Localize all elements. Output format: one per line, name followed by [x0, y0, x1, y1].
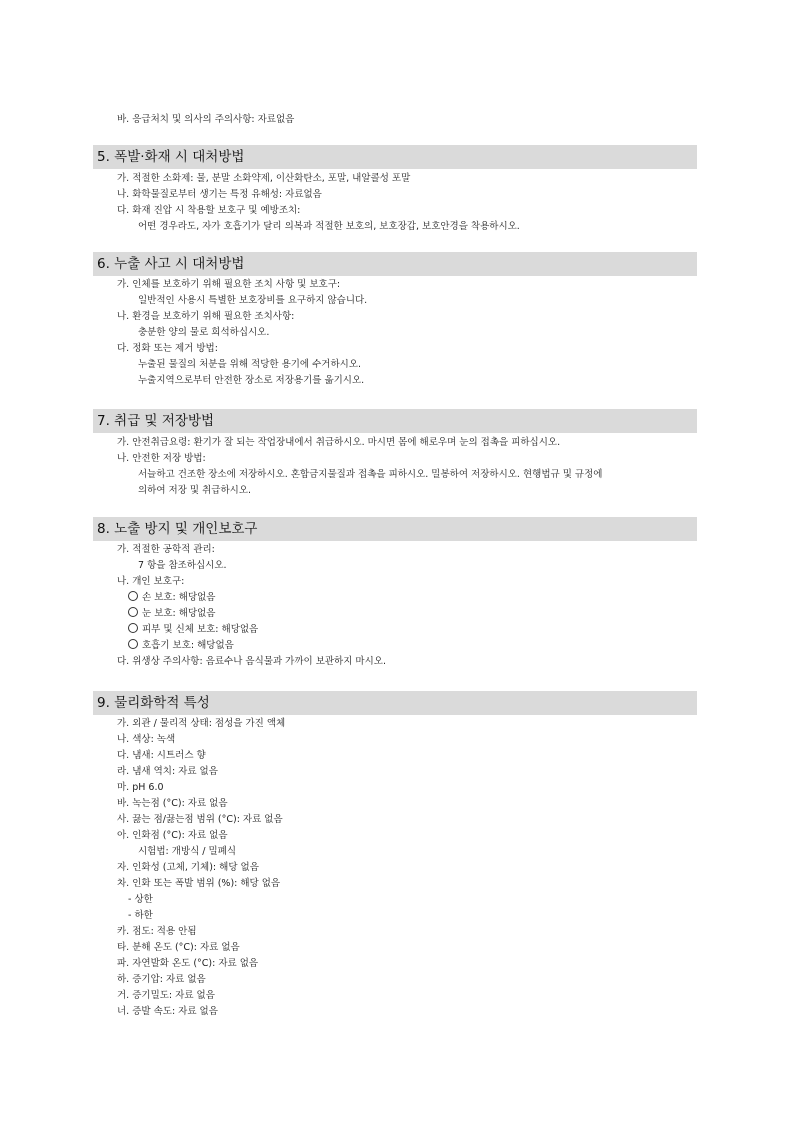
section-7-title: 7. 취급 및 저장방법 [97, 413, 215, 429]
section-7-line: 서늘하고 건조한 장소에 저장하시오. 혼합금지물질과 접촉을 피하시오. 밀봉하여 저장하시오. 현행법규 및 규정에 [138, 469, 603, 480]
section-9-line: 시험법: 개방식 / 밀폐식 [138, 846, 237, 857]
section-9-line: 아. 인화점 (°C): 자료 없음 [117, 830, 228, 841]
section-9-line: 타. 분해 온도 (°C): 자료 없음 [117, 942, 240, 953]
section-7-line: 나. 안전한 저장 방법: [117, 453, 206, 464]
section-9-line: - 하한 [128, 910, 153, 921]
section-9-line: 거. 증기밀도: 자료 없음 [117, 990, 215, 1001]
section-8-title: 8. 노출 방지 및 개인보호구 [97, 521, 258, 537]
section-5-line: 가. 적절한 소화제: 물, 분말 소화약제, 이산화탄소, 포말, 내알콜성 포말 [117, 173, 411, 184]
section-9-line: - 상한 [128, 894, 153, 905]
section-9-line: 차. 인화 또는 폭발 범위 (%): 해당 없음 [117, 878, 281, 889]
section-9-line: 카. 점도: 적용 안됨 [117, 926, 197, 937]
section-9-line: 사. 끓는 점/끓는점 범위 (°C): 자료 없음 [117, 814, 283, 825]
circle-bullet-icon [128, 623, 138, 633]
section-8-line: 나. 개인 보호구: [117, 576, 185, 587]
section-8-bullet-text: 피부 및 신체 보호: 해당없음 [142, 624, 259, 635]
section-9-line: 나. 색상: 녹색 [117, 734, 176, 745]
section-5-line: 다. 화재 진압 시 착용할 보호구 및 예방조치: [117, 205, 301, 216]
section-9-line: 자. 인화성 (고체, 기체): 해당 없음 [117, 862, 259, 873]
section-7-line: 의하여 저장 및 취급하시오. [138, 485, 252, 496]
section-8-line: 다. 위생상 주의사항: 음료수나 음식물과 가까이 보관하지 마시오. [117, 656, 386, 667]
section-9-line: 가. 외관 / 물리적 상태: 점성을 가진 액체 [117, 718, 286, 729]
section-9-title: 9. 물리화학적 특성 [97, 695, 210, 711]
section-8-line: 7 항을 참조하십시오. [138, 560, 227, 571]
section-8-bullet-item [128, 623, 258, 637]
section-8-bullet-text: 눈 보호: 해당없음 [142, 608, 216, 619]
section-8-bullet-item [128, 607, 215, 621]
section-6-header [93, 252, 697, 276]
section-5-title: 5. 폭발·화재 시 대처방법 [97, 149, 245, 165]
circle-bullet-icon [128, 591, 138, 601]
section-5-line: 어떤 경우라도, 자가 호흡기가 달리 의복과 적절한 보호의, 보호장갑, 보호안경을 착용하시오. [138, 221, 520, 232]
first-aid-physician-note: 바. 응급처치 및 의사의 주의사항: 자료없음 [117, 114, 295, 125]
section-7-line: 가. 안전취급요령: 환기가 잘 되는 작업장내에서 취급하시오. 마시면 몸에 해로우며 눈의 접촉을 피하십시오. [117, 437, 561, 448]
section-8-bullet-text: 호흡기 보호: 해당없음 [142, 640, 234, 651]
section-6-title: 6. 누출 사고 시 대처방법 [97, 256, 245, 272]
section-9-line: 바. 녹는점 (°C): 자료 없음 [117, 798, 228, 809]
section-6-line: 누출된 물질의 처분을 위해 적당한 용기에 수거하시오. [138, 359, 362, 370]
section-8-bullet-item [128, 639, 234, 653]
section-9-header [93, 691, 697, 715]
section-9-line: 파. 자연발화 온도 (°C): 자료 없음 [117, 958, 259, 969]
section-5-line: 나. 화학물질로부터 생기는 특정 유해성: 자료없음 [117, 189, 322, 200]
section-5-header [93, 145, 697, 169]
section-6-line: 일반적인 사용시 특별한 보호장비를 요구하지 않습니다. [138, 295, 368, 306]
section-6-line: 나. 환경을 보호하기 위해 필요한 조치사항: [117, 311, 295, 322]
section-8-line: 가. 적절한 공학적 관리: [117, 544, 215, 555]
section-8-bullet-text: 손 보호: 해당없음 [142, 592, 216, 603]
section-6-line: 가. 인체를 보호하기 위해 필요한 조치 사항 및 보호구: [117, 279, 341, 290]
section-8-header [93, 517, 697, 541]
section-9-line: 하. 증기압: 자료 없음 [117, 974, 206, 985]
section-9-line: 마. pH 6.0 [117, 782, 164, 793]
section-6-line: 충분한 양의 물로 희석하십시오. [138, 327, 270, 338]
circle-bullet-icon [128, 607, 138, 617]
section-7-header [93, 409, 697, 433]
circle-bullet-icon [128, 639, 138, 649]
section-9-line: 라. 냄새 역치: 자료 없음 [117, 766, 218, 777]
section-6-line: 누출지역으로부터 안전한 장소로 저장용기를 옮기시오. [138, 375, 365, 386]
section-8-bullet-item [128, 591, 215, 605]
section-9-line: 다. 냄새: 시트러스 향 [117, 750, 206, 761]
section-6-line: 다. 정화 또는 제거 방법: [117, 343, 218, 354]
section-9-line: 너. 증발 속도: 자료 없음 [117, 1006, 218, 1017]
